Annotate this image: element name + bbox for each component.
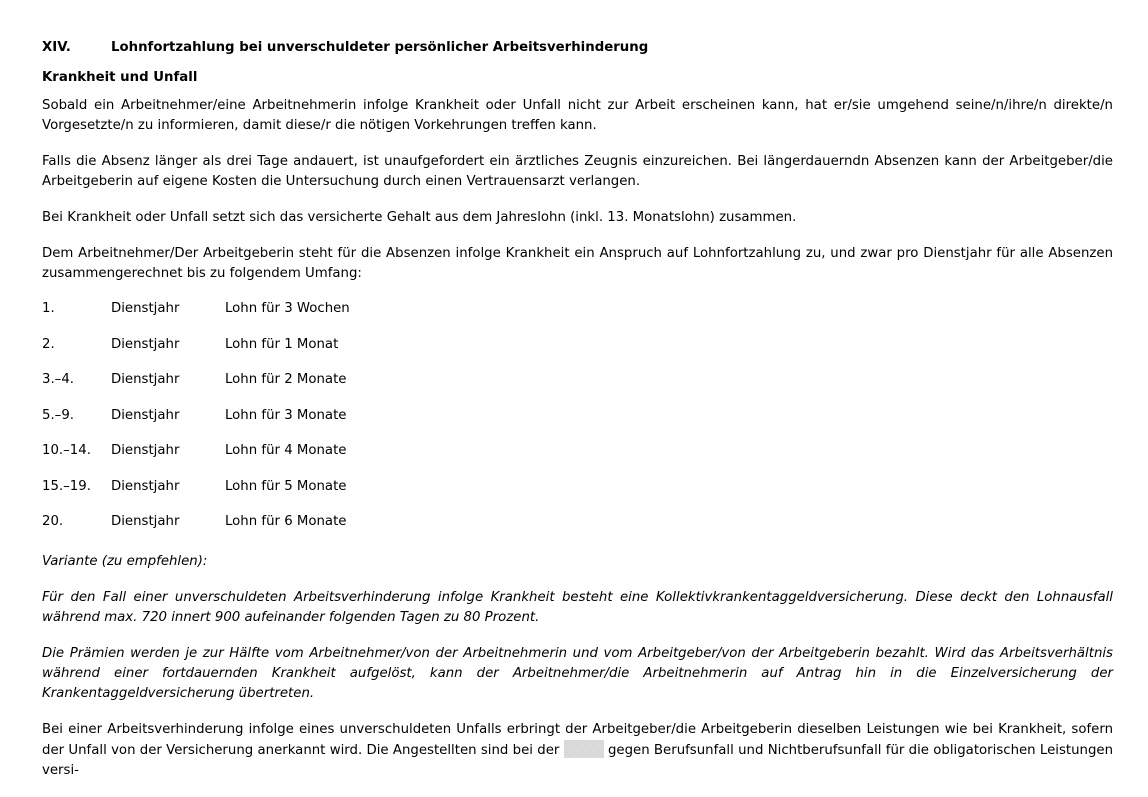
pay-duration: Lohn für 5 Monate [225,478,347,494]
table-row [42,512,1113,532]
pay-duration: Lohn für 6 Monate [225,514,347,529]
pay-duration: Lohn für 4 Monate [225,443,347,458]
insurer-blank-field[interactable] [564,740,604,758]
table-row [42,299,1113,319]
paragraph-medical-certificate: Falls die Absenz länger als drei Tage andauert, ist unaufgefordert ein ärztliches Zeugnis einzureichen. Bei längerdauerndn Absenzen kann der Arbeitgeber/die Arbeitgeberin auf eigene Kosten die Untersuchung durch einen Vertrauensarzt verlangen. [42,154,1113,189]
service-year-label: Dienstjahr [111,336,180,352]
table-row [42,370,1113,390]
paragraph-accident [42,720,1113,781]
variant-paragraph-insurance: Für den Fall einer unverschuldeten Arbeitsverhinderung infolge Krankheit besteht eine Kollektivkrankentaggeldversicherung. Diese deckt den Lohnausfall während max. 720 innert 900 aufeinander folgenden Tagen zu 80 Prozent. [42,590,1113,625]
service-year: 20. [42,514,64,529]
service-year: 5.–9. [42,407,75,423]
section-heading [42,38,1113,58]
pay-duration: Lohn für 1 Monat [225,336,339,352]
service-year-label: Dienstjahr [111,301,180,316]
variant-paragraph-premiums: Die Prämien werden je zur Hälfte vom Arbeitnehmer/von der Arbeitnehmerin und vom Arbeitgeber/von der Arbeitgeberin bezahlt. Wird das Arbeitsverhältnis während einer fortdauernden Krankheit aufgelöst, kann der Arbeitnehmer/die Arbeitnehmerin auf Antrag hin in die Einzelversicherung der Krankentaggeldversicherung übertreten. [42,646,1113,701]
table-row [42,477,1113,497]
pay-duration: Lohn für 3 Monate [225,407,347,423]
service-year: 3.–4. [42,372,75,387]
table-row [42,406,1113,426]
pay-continuation-table [42,299,1113,532]
service-year-label: Dienstjahr [111,443,180,458]
section-number: XIV. [42,40,71,55]
table-row [42,335,1113,355]
section-title: Lohnfortzahlung bei unverschuldeter persönlicher Arbeitsverhinderung [111,40,649,55]
service-year: 1. [42,301,55,316]
service-year: 2. [42,336,55,352]
pay-duration: Lohn für 2 Monate [225,372,347,387]
service-year: 15.–19. [42,478,91,494]
paragraph-insured-salary: Bei Krankheit oder Unfall setzt sich das versicherte Gehalt aus dem Jahreslohn (inkl. 13. Monatslohn) zusammen. [42,210,797,225]
service-year-label: Dienstjahr [111,478,180,494]
service-year-label: Dienstjahr [111,407,180,423]
paragraph-notification: Sobald ein Arbeitnehmer/eine Arbeitnehmerin infolge Krankheit oder Unfall nicht zur Arbeit erscheinen kann, hat er/sie umgehend seine/n/ihre/n direkte/n Vorgesetzte/n zu informieren, damit diese/r die nötigen Vorkehrungen treffen kann. [42,98,1113,133]
pay-duration: Lohn für 3 Wochen [225,301,350,316]
service-year: 10.–14. [42,443,91,458]
variant-title: Variante (zu empfehlen): [42,554,208,569]
accident-text-after: gegen Berufsunfall und Nichtberufsunfall für die obligatorischen Leistungen versi- [42,743,1113,778]
subheading: Krankheit und Unfall [42,70,198,85]
accident-text-before: Bei einer Arbeitsverhinderung infolge eines unverschuldeten Unfalls erbringt der Arbeitgeber/die Arbeitgeberin dieselben Leistungen wie bei Krankheit, sofern der Unfall von der Versicherung anerkannt wird. Die Angestellten sind bei der [42,722,1113,758]
service-year-label: Dienstjahr [111,372,180,387]
table-row [42,441,1113,461]
service-year-label: Dienstjahr [111,514,180,529]
document-page [42,38,1113,797]
paragraph-entitlement: Dem Arbeitnehmer/Der Arbeitgeberin steht für die Absenzen infolge Krankheit ein Anspruch auf Lohnfortzahlung zu, und zwar pro Dienstjahr für alle Absenzen zusammengerechnet bis zu folgendem Umfang: [42,246,1113,281]
